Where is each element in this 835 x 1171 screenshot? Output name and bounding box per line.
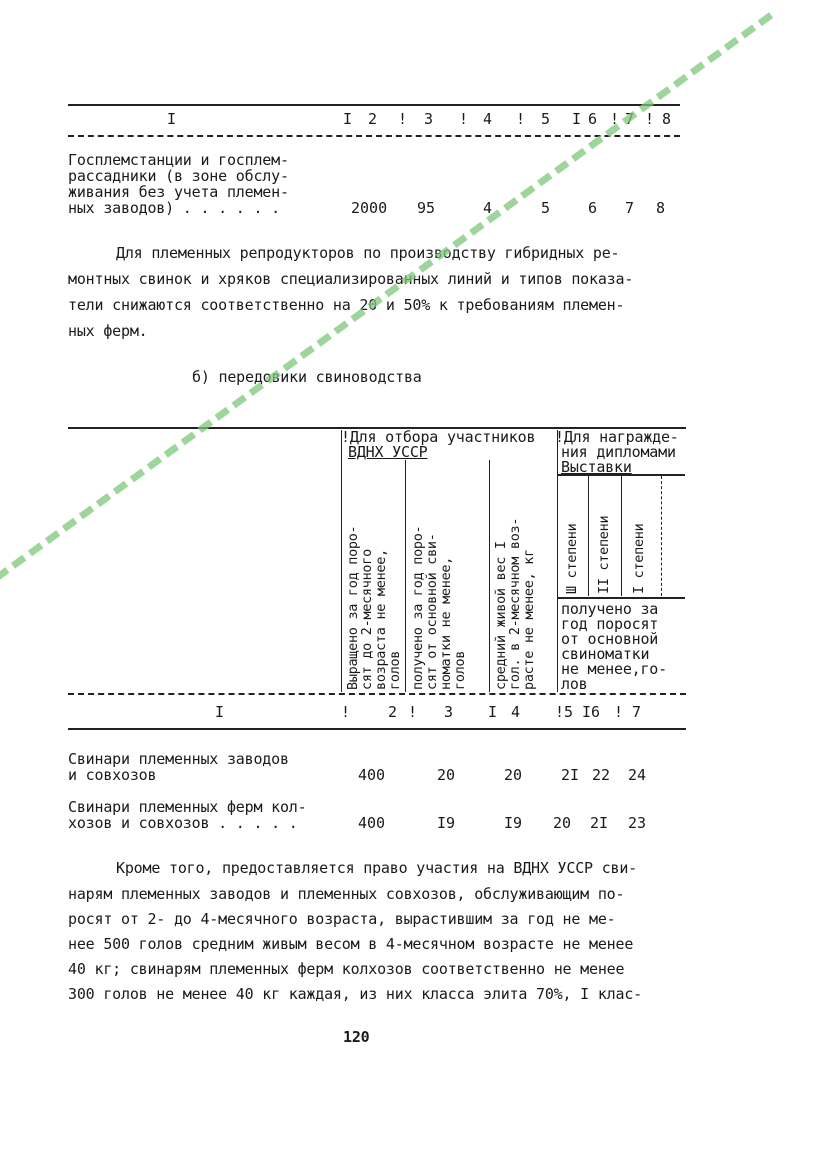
sub-header-line6: лов	[561, 675, 588, 693]
col7-header: I степени	[631, 523, 647, 594]
paragraph1-line2: монтных свинок и хряков специализированных линий и типов показа-	[68, 270, 634, 288]
top-cell-col6: 6	[588, 199, 598, 217]
bottom-table-vline-3	[489, 460, 490, 692]
sub-header-line2: год поросят	[561, 615, 659, 633]
number-sep4: !	[614, 703, 624, 721]
bottom-row2-col2: 400	[358, 814, 386, 832]
sub-header-line1: получено за	[561, 600, 659, 618]
bottom-table-vline-4	[557, 430, 558, 692]
top-cell-col5: 5	[541, 199, 551, 217]
bottom-row2-label-1: Свинари племенных ферм кол-	[68, 798, 307, 816]
bottom-table-rule-numbers	[68, 728, 686, 730]
bottom-row1-col4: 20	[504, 766, 523, 784]
top-header-col5: 5	[541, 110, 551, 128]
bottom-row2-col5: 20	[553, 814, 572, 832]
number-col6: I6	[582, 703, 601, 721]
top-cell-col2: 2000	[351, 199, 388, 217]
bottom-row1-col7: 24	[628, 766, 647, 784]
top-header-sep6: !	[610, 110, 620, 128]
paragraph2-line1: Кроме того, предоставляется право участия на ВДНХ УССР сви-	[116, 859, 638, 877]
top-header-sep5: I	[572, 110, 582, 128]
top-header-sep4: !	[516, 110, 526, 128]
bottom-table-vline-7	[661, 476, 662, 596]
number-col5: !5	[555, 703, 574, 721]
col5-header: Ш степени	[564, 523, 580, 594]
paragraph2-line4: нее 500 голов средним живым весом в 4-месячном возрасте не менее	[68, 935, 634, 953]
top-header-sep1: I	[343, 110, 353, 128]
bottom-table-vline-5	[588, 476, 589, 596]
top-cell-col7: 7	[625, 199, 635, 217]
top-cell-col4: 4	[483, 199, 493, 217]
group2-header-line2: ния дипломами	[561, 443, 676, 461]
top-header-sep2: !	[398, 110, 408, 128]
bottom-row2-label-2: хозов и совхозов . . . . .	[68, 814, 298, 832]
bottom-row2-col6: 2I	[590, 814, 609, 832]
number-sep2: !	[408, 703, 418, 721]
bottom-row1-label-1: Свинари племенных заводов	[68, 750, 289, 768]
sub-header-line5: не менее,го-	[561, 660, 667, 678]
page-number: 120	[343, 1028, 370, 1046]
bottom-row1-col5: 2I	[561, 766, 580, 784]
paragraph2-line3: росят от 2- до 4-месячного возраста, вырастившим за год не ме-	[68, 910, 616, 928]
bottom-table-rule-sub	[557, 597, 685, 599]
bottom-table-vline-1	[341, 430, 342, 692]
bottom-row1-col2: 400	[358, 766, 386, 784]
top-header-col7: 7	[625, 110, 635, 128]
number-sep1: !	[341, 703, 351, 721]
top-cell-col8: 8	[656, 199, 666, 217]
bottom-row2-col3: I9	[437, 814, 456, 832]
top-header-col8: 8	[662, 110, 672, 128]
paragraph2-line6: 300 голов не менее 40 кг каждая, из них класса элита 70%, I клас-	[68, 985, 642, 1003]
top-row-label-1: Госплемстанции и госплем-	[68, 151, 289, 169]
top-table-rule-header	[68, 135, 680, 137]
bottom-table-rule-header	[68, 693, 686, 695]
top-table-rule-top	[68, 104, 680, 106]
paragraph1-line4: ных ферм.	[68, 322, 148, 340]
sub-header-line3: от основной	[561, 630, 659, 648]
number-col2: 2	[388, 703, 398, 721]
bottom-row1-label-2: и совхозов	[68, 766, 157, 784]
number-col3: 3	[444, 703, 454, 721]
col2-header: Выращено за год поро- сят до 2-месячного возраста не менее, голов	[345, 525, 403, 690]
section-title: б) передовики свиноводства	[192, 368, 422, 386]
col6-header: II степени	[596, 515, 612, 594]
top-header-col2: 2	[368, 110, 378, 128]
top-header-col4: 4	[483, 110, 493, 128]
bottom-table-vline-2	[405, 460, 406, 692]
paragraph2-line5: 40 кг; свинарям племенных ферм колхозов соответственно не менее	[68, 960, 625, 978]
paragraph1-line1: Для племенных репродукторов по производству гибридных ре-	[116, 244, 620, 262]
top-row-label-3: живания без учета племен-	[68, 183, 289, 201]
bottom-row2-col4: I9	[504, 814, 523, 832]
top-header-sep3: !	[459, 110, 469, 128]
top-header-col6: 6	[588, 110, 598, 128]
group1-header-line2: ВДНХ УССР	[348, 443, 428, 461]
top-row-label-4: ных заводов) . . . . . .	[68, 199, 280, 217]
sub-header-line4: свиноматки	[561, 645, 650, 663]
bottom-table-vline-6	[621, 476, 622, 596]
bottom-row1-col6: 22	[592, 766, 611, 784]
number-col4: 4	[511, 703, 521, 721]
paragraph1-line3: тели снижаются соответственно на 20 и 50% к требованиям племен-	[68, 296, 625, 314]
number-col7: 7	[632, 703, 642, 721]
bottom-row2-col7: 23	[628, 814, 647, 832]
top-row-label-2: рассадники (в зоне обслу-	[68, 167, 289, 185]
group2-header-line3: Выставки	[561, 458, 632, 476]
bottom-table-rule-award	[557, 474, 685, 476]
col4-header: средний живой вес I гол. в 2-месячном воз- расте не менее, кг	[493, 517, 537, 690]
top-cell-col3: 95	[417, 199, 436, 217]
top-header-col3: 3	[424, 110, 434, 128]
group2-header-line1: !Для награжде-	[555, 428, 679, 446]
number-sep3: I	[488, 703, 498, 721]
col3-header: получено за год поро- сят от основной сви- номатки не менее, голов	[410, 525, 468, 690]
group1-header-line1: !Для отбора участников	[341, 428, 536, 446]
top-header-sep7: !	[645, 110, 655, 128]
number-col1: I	[215, 703, 225, 721]
bottom-row1-col3: 20	[437, 766, 456, 784]
paragraph2-line2: нарям племенных заводов и племенных совхозов, обслуживающим по-	[68, 885, 625, 903]
top-header-col1: I	[167, 110, 177, 128]
